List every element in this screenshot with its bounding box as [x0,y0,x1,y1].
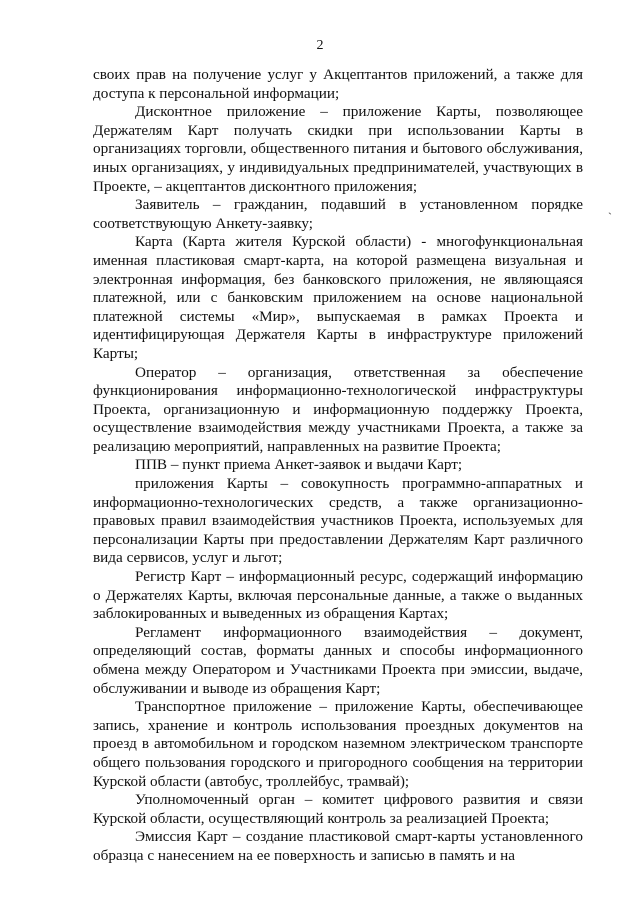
paragraph-continuation: своих прав на получение услуг у Акцептантов приложений, а также для доступа к персональной информации; [93,66,583,102]
definition-card-applications: приложения Карты – совокупность программно-аппаратных и информационно-технологических средств, а также организационно-правовых правил взаимодействия участников Проекта, используемых для персонализации Карты при предоставлении Держателям Карт различного вида сервисов, услуг и льгот; [93,475,583,567]
definition-transport-app: Транспортное приложение – приложение Карты, обеспечивающее запись, хранение и контроль использования проездных документов на проезд в автомобильном и городском наземном электрическом транспорте общего пользования городского и пригородного сообщения на территории Курской области (автобус, троллейбус, трамвай); [93,698,583,790]
definition-card-emission: Эмиссия Карт – создание пластиковой смарт-карты установленного образца с нанесением на ее поверхность и записью в память и на [93,828,583,864]
definition-operator: Оператор – организация, ответственная за обеспечение функционирования информационно-технологической инфраструктуры Проекта, организационную и информационную поддержку Проекта, осуществление взаимодействия между участниками Проекта, а также за реализацию мероприятий, направленных на развитие Проекта; [93,363,583,455]
definition-card: Карта (Карта жителя Курской области) - многофункциональная именная пластиковая смарт-карта, на которой размещена визуальная и электронная информация, без банковского приложения, не являющаяся платежной, или с банковским приложением на основе национальной платежной системы «Мир», выпускаемая в рамках Проекта и идентифицирующая Держателя Карты в инфраструктуре приложений Карты; [93,233,583,362]
document-body [93,66,583,866]
definition-ppv: ППВ – пункт приема Анкет-заявок и выдачи Карт; [135,456,463,474]
stray-mark: ` [608,210,612,224]
definition-discount-app: Дисконтное приложение – приложение Карты, позволяющее Держателям Карт получать скидки при использовании Карты в организациях торговли, общественного питания и бытового обслуживания, иных организациях, у индивидуальных предпринимателей, участвующих в Проекте, – акцептантов дисконтного приложения; [93,103,583,195]
definition-authorized-body: Уполномоченный орган – комитет цифрового развития и связи Курской области, осуществляющий контроль за реализацией Проекта; [93,791,583,827]
definition-regulation: Регламент информационного взаимодействия – документ, определяющий состав, форматы данных и способы информационного обмена между Оператором и Участниками Проекта при эмиссии, выдаче, обслуживании и выводе из обращения Карт; [93,623,583,697]
definition-applicant: Заявитель – гражданин, подавший в установленном порядке соответствующую Анкету-заявку; [93,196,583,232]
definition-card-register: Регистр Карт – информационный ресурс, содержащий информацию о Держателях Карты, включая персональные данные, а также о выданных заблокированных и выведенных из обращения Картах; [93,568,583,623]
page-number: 2 [316,38,324,53]
